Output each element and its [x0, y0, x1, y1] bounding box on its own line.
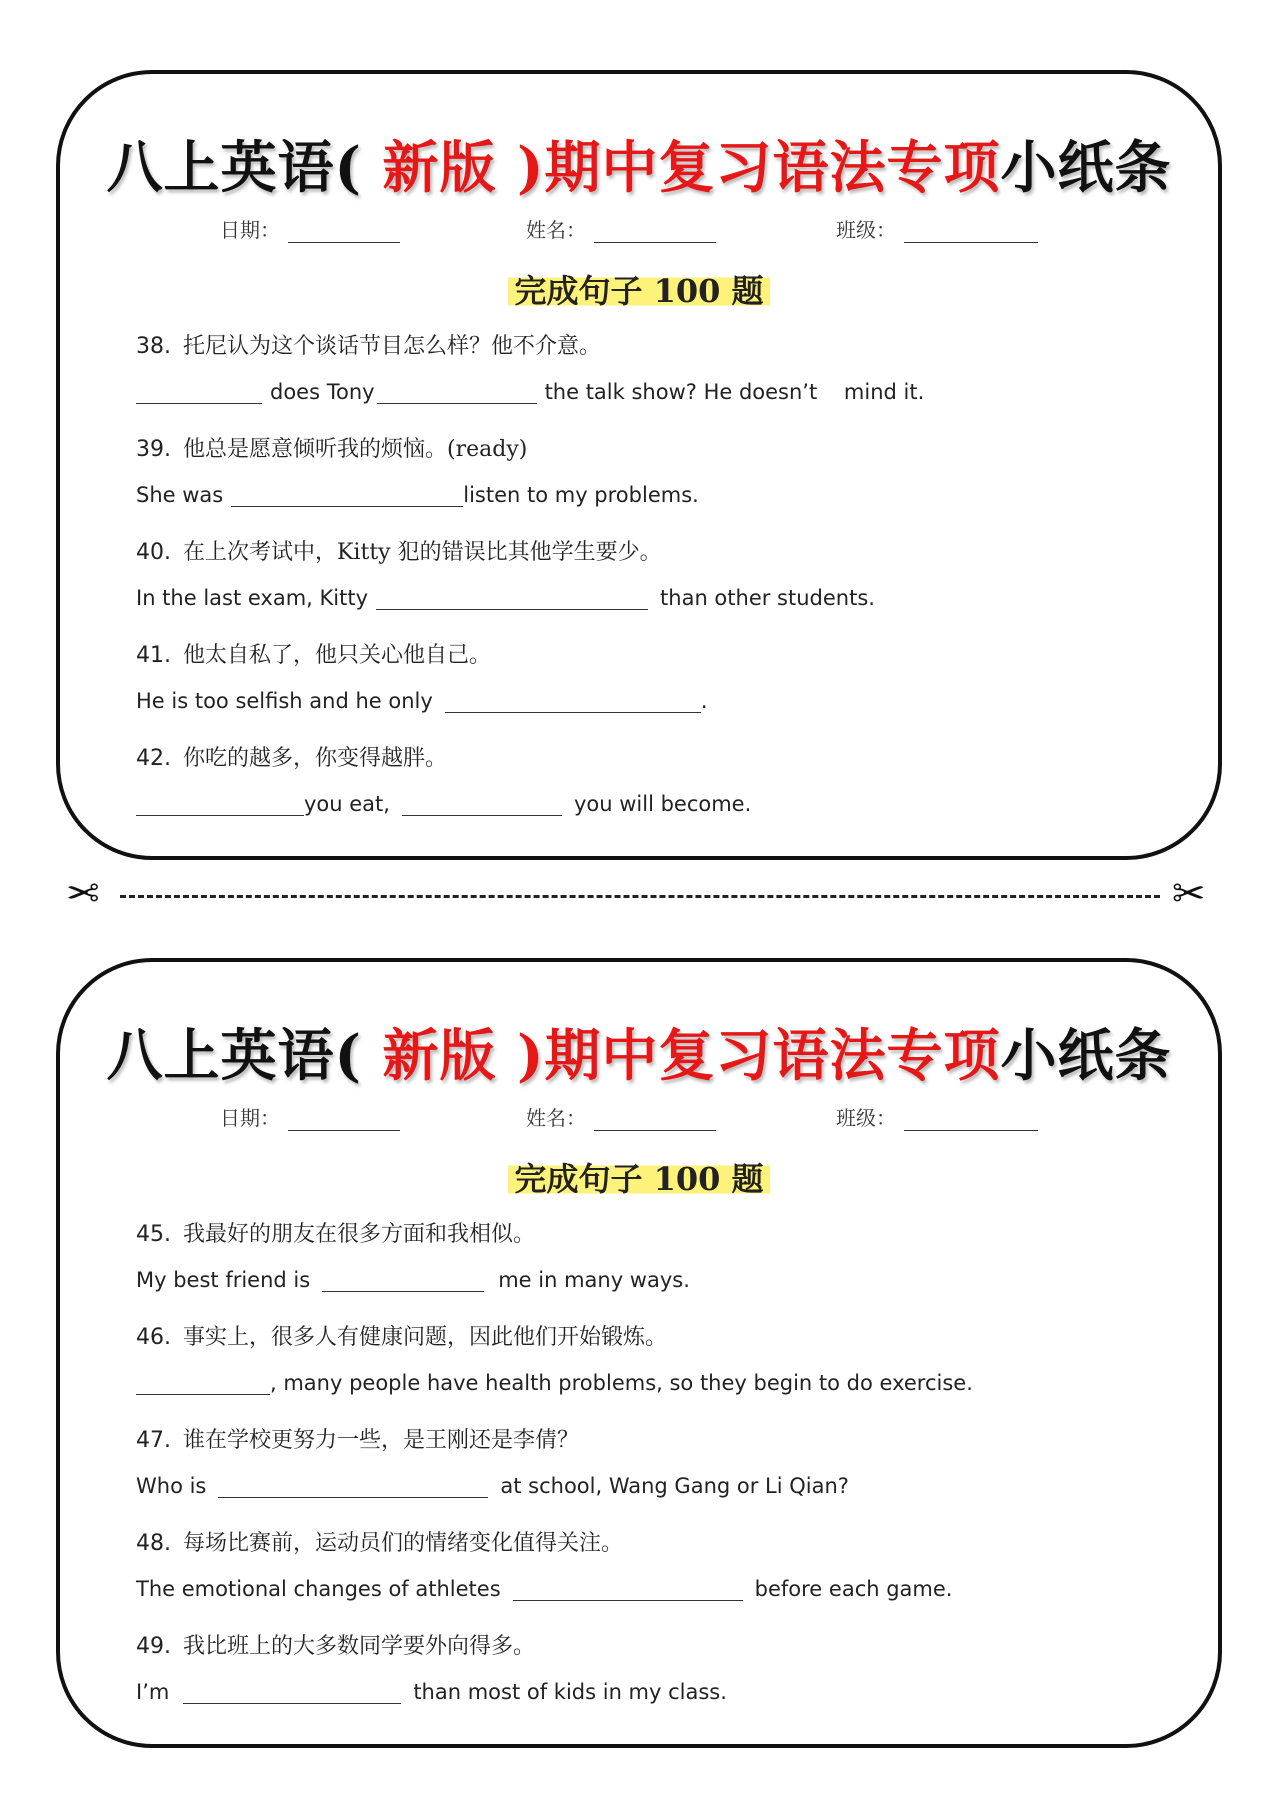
answer-line: The emotional changes of athletes before each game. [136, 1577, 953, 1601]
student-info-row [60, 214, 1218, 254]
answer-line: He is too selfish and he only . [136, 689, 708, 713]
question-list [136, 1217, 1158, 1732]
question-41 [136, 638, 1158, 741]
name-blank[interactable] [594, 220, 716, 243]
question-prompt: 49. 我比班上的大多数同学要外向得多。 [136, 1634, 536, 1659]
name-field[interactable]: 姓名： [526, 214, 716, 243]
student-info-row [60, 1102, 1218, 1142]
cut-line [120, 895, 1160, 898]
answer-blank[interactable] [402, 793, 562, 816]
scissors-icon: ✂ [66, 871, 100, 917]
date-field[interactable]: 日期： [220, 214, 400, 243]
question-46 [136, 1320, 1158, 1423]
question-prompt: 46. 事实上，很多人有健康问题，因此他们开始锻炼。 [136, 1325, 668, 1350]
answer-line: does Tony the talk show? He doesn’t mind it. [136, 380, 924, 404]
date-field[interactable]: 日期： [220, 1102, 400, 1131]
answer-blank[interactable] [218, 1475, 488, 1498]
class-blank[interactable] [904, 1108, 1038, 1131]
answer-line: In the last exam, Kitty than other students. [136, 586, 875, 610]
note-card-1 [56, 70, 1222, 860]
question-39 [136, 432, 1158, 535]
question-prompt: 47. 谁在学校更努力一些，是王刚还是李倩？ [136, 1428, 580, 1453]
question-prompt: 45. 我最好的朋友在很多方面和我相似。 [136, 1222, 536, 1247]
question-47 [136, 1423, 1158, 1526]
answer-blank[interactable] [513, 1578, 743, 1601]
question-prompt: 42. 你吃的越多，你变得越胖。 [136, 746, 448, 771]
name-blank[interactable] [594, 1108, 716, 1131]
answer-line: She was listen to my problems. [136, 483, 699, 507]
section-subtitle: 完成句子 100 题 [60, 1154, 1218, 1200]
question-list [136, 329, 1158, 844]
answer-blank[interactable] [136, 793, 304, 816]
answer-line: , many people have health problems, so they begin to do exercise. [136, 1371, 973, 1395]
question-prompt: 39. 他总是愿意倾听我的烦恼。(ready) [136, 437, 528, 462]
question-49 [136, 1629, 1158, 1732]
answer-line: you eat, you will become. [136, 792, 751, 816]
section-subtitle: 完成句子 100 题 [60, 266, 1218, 312]
question-prompt: 38. 托尼认为这个谈话节目怎么样？他不介意。 [136, 334, 602, 359]
question-prompt: 41. 他太自私了，他只关心他自己。 [136, 643, 492, 668]
answer-line: My best friend is me in many ways. [136, 1268, 690, 1292]
answer-blank[interactable] [445, 690, 701, 713]
date-blank[interactable] [288, 220, 400, 243]
name-field[interactable]: 姓名： [526, 1102, 716, 1131]
question-prompt: 40. 在上次考试中，Kitty 犯的错误比其他学生要少。 [136, 540, 662, 565]
scissors-icon: ✂ [1172, 871, 1206, 917]
answer-blank[interactable] [322, 1269, 484, 1292]
question-prompt: 48. 每场比赛前，运动员们的情绪变化值得关注。 [136, 1531, 624, 1556]
worksheet-title: 八上英语( 新版 )期中复习语法专项小纸条 [106, 135, 1172, 201]
worksheet-title: 八上英语( 新版 )期中复习语法专项小纸条 [106, 1023, 1172, 1089]
question-38 [136, 329, 1158, 432]
date-blank[interactable] [288, 1108, 400, 1131]
question-45 [136, 1217, 1158, 1320]
answer-blank[interactable] [136, 1372, 270, 1395]
question-48 [136, 1526, 1158, 1629]
answer-blank[interactable] [376, 587, 648, 610]
answer-blank[interactable] [377, 381, 537, 404]
class-field[interactable]: 班级： [836, 1102, 1038, 1131]
answer-blank[interactable] [136, 381, 262, 404]
class-field[interactable]: 班级： [836, 214, 1038, 243]
answer-blank[interactable] [183, 1681, 401, 1704]
question-40 [136, 535, 1158, 638]
answer-line: Who is at school, Wang Gang or Li Qian? [136, 1474, 849, 1498]
note-card-2 [56, 958, 1222, 1748]
class-blank[interactable] [904, 220, 1038, 243]
answer-line: I’m than most of kids in my class. [136, 1680, 727, 1704]
question-42 [136, 741, 1158, 844]
answer-blank[interactable] [231, 484, 463, 507]
